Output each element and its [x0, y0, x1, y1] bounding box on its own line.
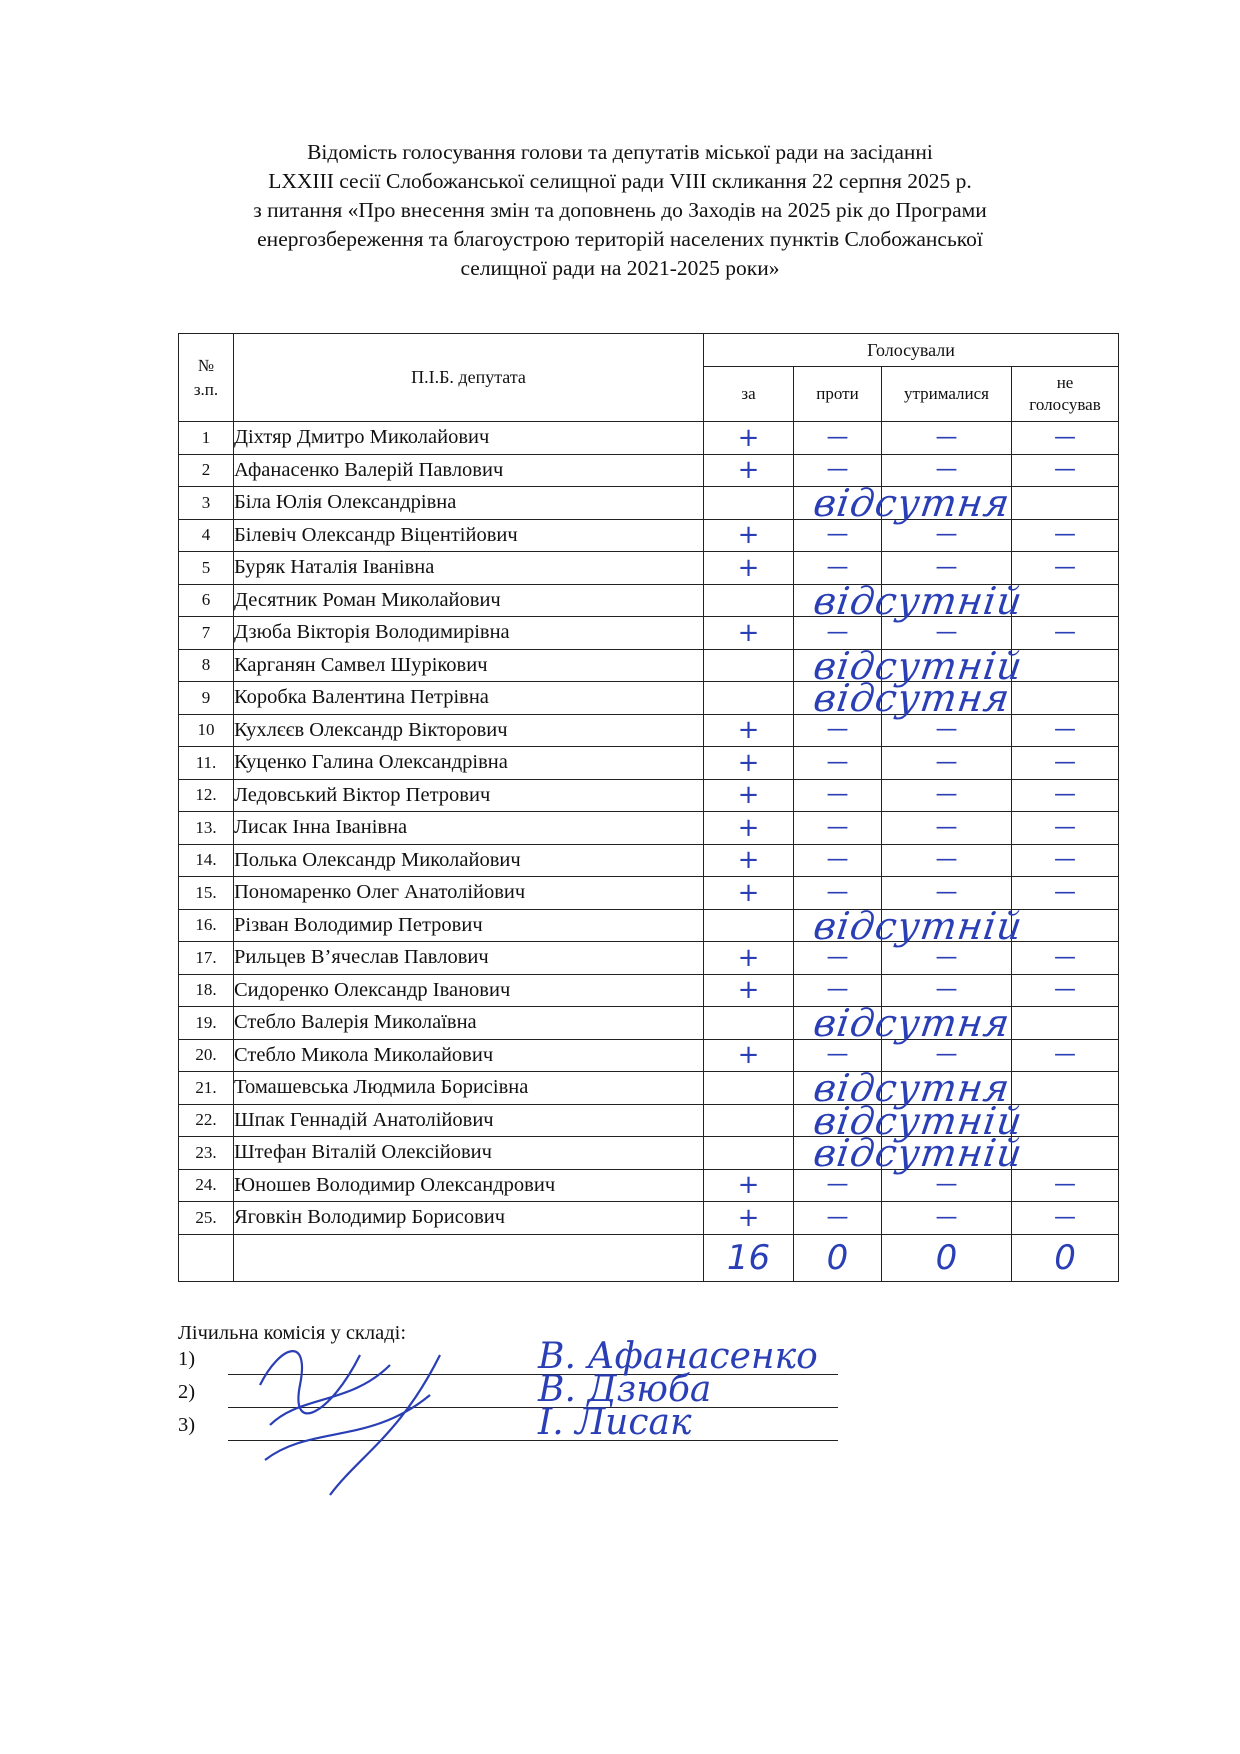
- row-number: 25.: [179, 1202, 234, 1235]
- row-number: 21.: [179, 1072, 234, 1105]
- vote-dash-mark: —: [826, 977, 849, 1003]
- table-row: [179, 747, 1119, 780]
- vote-cell-for: [704, 1202, 794, 1235]
- deputy-name: Пономаренко Олег Анатолійович: [234, 877, 704, 910]
- vote-cell-against: [794, 844, 882, 877]
- vote-cell-abstained: [882, 487, 1012, 520]
- vote-cell-for: [704, 676, 1013, 720]
- total-for-value: 16: [726, 1237, 771, 1278]
- title-line: Відомість голосування голови та депутатів міської ради на засіданні: [307, 140, 933, 164]
- vote-dash-mark: —: [826, 1042, 849, 1068]
- deputy-name: Шпак Геннадій Анатолійович: [234, 1104, 704, 1137]
- row-number: 18.: [179, 974, 234, 1007]
- vote-cell-against: [794, 779, 882, 812]
- absent-note: відсутня: [810, 1066, 1013, 1110]
- vote-dash-mark: —: [826, 1172, 849, 1198]
- vote-dash-mark: —: [935, 1204, 958, 1230]
- commission-index: 2): [178, 1381, 196, 1403]
- vote-for-mark: +: [737, 422, 760, 453]
- vote-cell-against: [794, 1169, 882, 1202]
- header-voted: Голосували: [704, 334, 1119, 367]
- deputy-name: Рильцев В’ячеслав Павлович: [234, 942, 704, 975]
- vote-for-mark: +: [737, 715, 760, 746]
- vote-cell-abstained: [882, 682, 1012, 715]
- vote-cell-for: [704, 844, 794, 877]
- vote-dash-mark: —: [1054, 847, 1077, 873]
- vote-cell-not-voted: [1012, 1039, 1119, 1072]
- header-number-label: №: [197, 355, 215, 375]
- vote-for-mark: +: [737, 1202, 760, 1233]
- vote-cell-for: [704, 714, 794, 747]
- vote-cell-not-voted: [1012, 584, 1119, 617]
- vote-dash-mark: —: [1054, 522, 1077, 548]
- table-row: [179, 1169, 1119, 1202]
- header-not-voted-line-1: не: [1056, 373, 1074, 392]
- deputy-name: Коробка Валентина Петрівна: [234, 682, 704, 715]
- deputy-name: Білевіч Олександр Віцентійович: [234, 519, 704, 552]
- vote-dash-mark: —: [935, 782, 958, 808]
- vote-cell-not-voted: [1012, 1202, 1119, 1235]
- vote-cell-not-voted: [1012, 682, 1119, 715]
- vote-cell-for: [704, 942, 794, 975]
- vote-for-mark: +: [737, 552, 760, 583]
- header-abstained: утрималися: [882, 367, 1012, 422]
- vote-dash-mark: —: [826, 847, 849, 873]
- total-against: [794, 1234, 882, 1281]
- deputy-name: Томашевська Людмила Борисівна: [234, 1072, 704, 1105]
- vote-for-mark: +: [737, 780, 760, 811]
- deputy-name: Афанасенко Валерій Павлович: [234, 454, 704, 487]
- vote-cell-for: [704, 812, 794, 845]
- vote-dash-mark: —: [935, 847, 958, 873]
- deputy-name: Лисак Інна Іванівна: [234, 812, 704, 845]
- deputy-name: Буряк Наталія Іванівна: [234, 552, 704, 585]
- row-number: 6: [179, 584, 234, 617]
- vote-cell-for: [704, 974, 794, 1007]
- header-not-voted: [1012, 367, 1119, 422]
- total-for: [704, 1234, 794, 1281]
- vote-cell-not-voted: [1012, 877, 1119, 910]
- table-row: [179, 584, 1119, 617]
- header-against: проти: [794, 367, 882, 422]
- vote-dash-mark: —: [826, 749, 849, 775]
- vote-cell-against: [794, 682, 882, 715]
- header-deputy-name: П.І.Б. депутата: [234, 334, 704, 422]
- vote-cell-against: [794, 942, 882, 975]
- vote-cell-abstained: [882, 584, 1012, 617]
- deputy-name: Карганян Самвел Шурікович: [234, 649, 704, 682]
- row-number: 8: [179, 649, 234, 682]
- vote-cell-not-voted: [1012, 714, 1119, 747]
- vote-cell-for: [704, 422, 794, 455]
- vote-cell-abstained: [882, 812, 1012, 845]
- vote-cell-not-voted: [1012, 974, 1119, 1007]
- total-against-value: 0: [826, 1237, 849, 1278]
- deputy-name: Куценко Галина Олександрівна: [234, 747, 704, 780]
- vote-cell-abstained: [882, 714, 1012, 747]
- vote-dash-mark: —: [1054, 977, 1077, 1003]
- total-not-voted: [1012, 1234, 1119, 1281]
- absent-note: відсутній: [810, 1131, 1026, 1175]
- vote-cell-for: [704, 903, 1026, 948]
- vote-for-mark: +: [737, 455, 760, 486]
- vote-dash-mark: —: [935, 814, 958, 840]
- title-line: енергозбереження та благоустрою територій населених пунктів Слобожанської: [257, 227, 983, 251]
- vote-for-mark: +: [737, 747, 760, 778]
- vote-cell-for: [704, 877, 794, 910]
- table-row: [179, 942, 1119, 975]
- vote-cell-for: [704, 1131, 1026, 1175]
- row-number: 5: [179, 552, 234, 585]
- voting-table: [178, 333, 1119, 1282]
- vote-cell-against: [794, 422, 882, 455]
- vote-dash-mark: —: [1054, 814, 1077, 840]
- vote-cell-abstained: [882, 909, 1012, 942]
- row-number: 2: [179, 454, 234, 487]
- vote-cell-for: [704, 617, 794, 650]
- row-number: 19.: [179, 1007, 234, 1040]
- vote-cell-against: [794, 1137, 882, 1170]
- vote-dash-mark: —: [826, 814, 849, 840]
- totals-row: [179, 1234, 1119, 1281]
- vote-cell-against: [794, 584, 882, 617]
- vote-cell-for: [704, 481, 1013, 525]
- totals-empty-num: [179, 1234, 234, 1281]
- vote-cell-abstained: [882, 779, 1012, 812]
- vote-cell-for: [704, 1001, 1013, 1045]
- header-not-voted-line-2: голосував: [1029, 395, 1101, 414]
- vote-cell-not-voted: [1012, 812, 1119, 845]
- vote-dash-mark: —: [826, 457, 849, 483]
- vote-cell-not-voted: [1012, 487, 1119, 520]
- deputy-name: Дзюба Вікторія Володимирівна: [234, 617, 704, 650]
- deputy-name: Штефан Віталій Олексійович: [234, 1137, 704, 1170]
- vote-dash-mark: —: [826, 424, 849, 450]
- absent-note: відсутній: [810, 643, 1026, 688]
- absent-note: відсутній: [810, 903, 1026, 948]
- row-number: 17.: [179, 942, 234, 975]
- vote-cell-for: [704, 1066, 1013, 1110]
- table-row: [179, 714, 1119, 747]
- vote-dash-mark: —: [826, 1204, 849, 1230]
- vote-cell-not-voted: [1012, 454, 1119, 487]
- row-number: 4: [179, 519, 234, 552]
- row-number: 3: [179, 487, 234, 520]
- vote-dash-mark: —: [826, 522, 849, 548]
- table-row: [179, 812, 1119, 845]
- vote-cell-not-voted: [1012, 779, 1119, 812]
- vote-cell-against: [794, 1007, 882, 1040]
- vote-cell-not-voted: [1012, 617, 1119, 650]
- vote-cell-against: [794, 747, 882, 780]
- vote-cell-not-voted: [1012, 942, 1119, 975]
- vote-dash-mark: —: [1054, 749, 1077, 775]
- table-row: [179, 422, 1119, 455]
- vote-dash-mark: —: [935, 424, 958, 450]
- vote-cell-not-voted: [1012, 909, 1119, 942]
- vote-cell-abstained: [882, 1007, 1012, 1040]
- vote-for-mark: +: [737, 520, 760, 551]
- vote-cell-not-voted: [1012, 1007, 1119, 1040]
- deputy-name: Яговкін Володимир Борисович: [234, 1202, 704, 1235]
- vote-dash-mark: —: [935, 879, 958, 905]
- row-number: 16.: [179, 909, 234, 942]
- absent-note: відсутня: [810, 676, 1013, 720]
- vote-dash-mark: —: [826, 619, 849, 645]
- vote-for-mark: +: [737, 812, 760, 843]
- vote-cell-for: [704, 519, 794, 552]
- vote-for-mark: +: [737, 1040, 760, 1071]
- table-row: [179, 779, 1119, 812]
- deputy-name: Різван Володимир Петрович: [234, 909, 704, 942]
- vote-cell-against: [794, 1202, 882, 1235]
- vote-cell-abstained: [882, 942, 1012, 975]
- table-row: [179, 1137, 1119, 1170]
- vote-dash-mark: —: [1054, 619, 1077, 645]
- handwritten-signature: В. Афанасенко: [538, 1336, 818, 1377]
- vote-dash-mark: —: [935, 554, 958, 580]
- vote-cell-for: [704, 779, 794, 812]
- table-row: [179, 909, 1119, 942]
- row-number: 10: [179, 714, 234, 747]
- vote-cell-abstained: [882, 747, 1012, 780]
- vote-cell-for: [704, 1098, 1026, 1143]
- vote-cell-against: [794, 812, 882, 845]
- commission-index: 1): [178, 1348, 196, 1370]
- vote-dash-mark: —: [1054, 457, 1077, 483]
- vote-cell-not-voted: [1012, 422, 1119, 455]
- total-not-voted-value: 0: [1054, 1237, 1076, 1278]
- vote-dash-mark: —: [826, 782, 849, 808]
- table-row: [179, 1007, 1119, 1040]
- vote-for-mark: +: [737, 845, 760, 876]
- deputy-name: Сидоренко Олександр Іванович: [234, 974, 704, 1007]
- title-line: селищної ради на 2021-2025 роки»: [460, 256, 780, 280]
- deputy-name: Біла Юлія Олександрівна: [234, 487, 704, 520]
- vote-dash-mark: —: [1054, 782, 1077, 808]
- vote-dash-mark: —: [935, 944, 958, 970]
- deputy-name: Кухлєєв Олександр Вікторович: [234, 714, 704, 747]
- vote-cell-for: [704, 747, 794, 780]
- vote-cell-abstained: [882, 519, 1012, 552]
- vote-cell-abstained: [882, 422, 1012, 455]
- absent-note: відсутній: [810, 1098, 1026, 1143]
- commission-index: 3): [178, 1414, 196, 1436]
- vote-dash-mark: —: [826, 717, 849, 743]
- vote-cell-not-voted: [1012, 747, 1119, 780]
- vote-dash-mark: —: [935, 749, 958, 775]
- vote-dash-mark: —: [1054, 944, 1077, 970]
- table-row: [179, 487, 1119, 520]
- row-number: 14.: [179, 844, 234, 877]
- absent-note: відсутня: [810, 481, 1013, 525]
- vote-dash-mark: —: [1054, 1042, 1077, 1068]
- vote-cell-not-voted: [1012, 1072, 1119, 1105]
- title-line: з питання «Про внесення змін та доповнень до Заходів на 2025 рік до Програми: [253, 198, 987, 222]
- vote-cell-abstained: [882, 844, 1012, 877]
- vote-cell-for: [704, 578, 1026, 623]
- vote-cell-against: [794, 714, 882, 747]
- deputy-name: Юношев Володимир Олександрович: [234, 1169, 704, 1202]
- commission-label: Лічильна комісія у складі:: [178, 1322, 407, 1344]
- total-abstained-value: 0: [935, 1237, 958, 1278]
- table-row: [179, 519, 1119, 552]
- vote-cell-against: [794, 909, 882, 942]
- vote-dash-mark: —: [935, 457, 958, 483]
- vote-dash-mark: —: [1054, 1204, 1077, 1230]
- vote-cell-not-voted: [1012, 649, 1119, 682]
- row-number: 15.: [179, 877, 234, 910]
- handwritten-signature: І. Лисак: [538, 1402, 692, 1443]
- title-line: LXXIII сесії Слобожанської селищної ради VIII скликання 22 серпня 2025 р.: [268, 169, 972, 193]
- vote-dash-mark: —: [935, 717, 958, 743]
- vote-for-mark: +: [737, 975, 760, 1006]
- row-number: 24.: [179, 1169, 234, 1202]
- vote-for-mark: +: [737, 617, 760, 648]
- vote-cell-abstained: [882, 1202, 1012, 1235]
- vote-cell-for: [704, 552, 794, 585]
- vote-dash-mark: —: [826, 554, 849, 580]
- vote-dash-mark: —: [935, 977, 958, 1003]
- vote-for-mark: +: [737, 877, 760, 908]
- document-title: [160, 138, 1080, 283]
- deputy-name: Стебло Микола Миколайович: [234, 1039, 704, 1072]
- vote-dash-mark: —: [1054, 554, 1077, 580]
- row-number: 1: [179, 422, 234, 455]
- header-for: за: [704, 367, 794, 422]
- vote-cell-abstained: [882, 1137, 1012, 1170]
- row-number: 23.: [179, 1137, 234, 1170]
- voting-rows: [179, 422, 1119, 1235]
- vote-cell-for: [704, 454, 794, 487]
- vote-cell-not-voted: [1012, 552, 1119, 585]
- deputy-name: Ледовський Віктор Петрович: [234, 779, 704, 812]
- row-number: 20.: [179, 1039, 234, 1072]
- vote-dash-mark: —: [935, 619, 958, 645]
- deputy-name: Десятник Роман Миколайович: [234, 584, 704, 617]
- vote-cell-against: [794, 519, 882, 552]
- vote-cell-for: [704, 1039, 794, 1072]
- vote-cell-not-voted: [1012, 1104, 1119, 1137]
- vote-dash-mark: —: [826, 879, 849, 905]
- totals-empty-name: [234, 1234, 704, 1281]
- header-number-label-2: з.п.: [193, 379, 219, 399]
- vote-cell-abstained: [882, 1169, 1012, 1202]
- deputy-name: Стебло Валерія Миколаївна: [234, 1007, 704, 1040]
- vote-cell-not-voted: [1012, 844, 1119, 877]
- vote-dash-mark: —: [826, 944, 849, 970]
- vote-dash-mark: —: [1054, 879, 1077, 905]
- vote-cell-for: [704, 643, 1026, 688]
- vote-cell-not-voted: [1012, 1137, 1119, 1170]
- table-row: [179, 844, 1119, 877]
- table-row: [179, 682, 1119, 715]
- vote-cell-not-voted: [1012, 519, 1119, 552]
- deputy-name: Полька Олександр Миколайович: [234, 844, 704, 877]
- total-abstained: [882, 1234, 1012, 1281]
- vote-dash-mark: —: [1054, 424, 1077, 450]
- row-number: 13.: [179, 812, 234, 845]
- vote-for-mark: +: [737, 942, 760, 973]
- vote-for-mark: +: [737, 1170, 760, 1201]
- table-row: [179, 1202, 1119, 1235]
- vote-cell-against: [794, 487, 882, 520]
- absent-note: відсутня: [810, 1001, 1013, 1045]
- deputy-name: Діхтяр Дмитро Миколайович: [234, 422, 704, 455]
- vote-cell-not-voted: [1012, 1169, 1119, 1202]
- absent-note: відсутній: [810, 578, 1026, 623]
- row-number: 7: [179, 617, 234, 650]
- row-number: 9: [179, 682, 234, 715]
- signature-scribble-icon: [240, 1325, 470, 1505]
- vote-dash-mark: —: [1054, 717, 1077, 743]
- row-number: 12.: [179, 779, 234, 812]
- row-number: 11.: [179, 747, 234, 780]
- row-number: 22.: [179, 1104, 234, 1137]
- vote-dash-mark: —: [935, 1042, 958, 1068]
- vote-dash-mark: —: [1054, 1172, 1077, 1198]
- vote-dash-mark: —: [935, 1172, 958, 1198]
- vote-cell-for: [704, 1169, 794, 1202]
- handwritten-signature: В. Дзюба: [538, 1369, 712, 1410]
- vote-dash-mark: —: [935, 522, 958, 548]
- header-number: [179, 334, 234, 422]
